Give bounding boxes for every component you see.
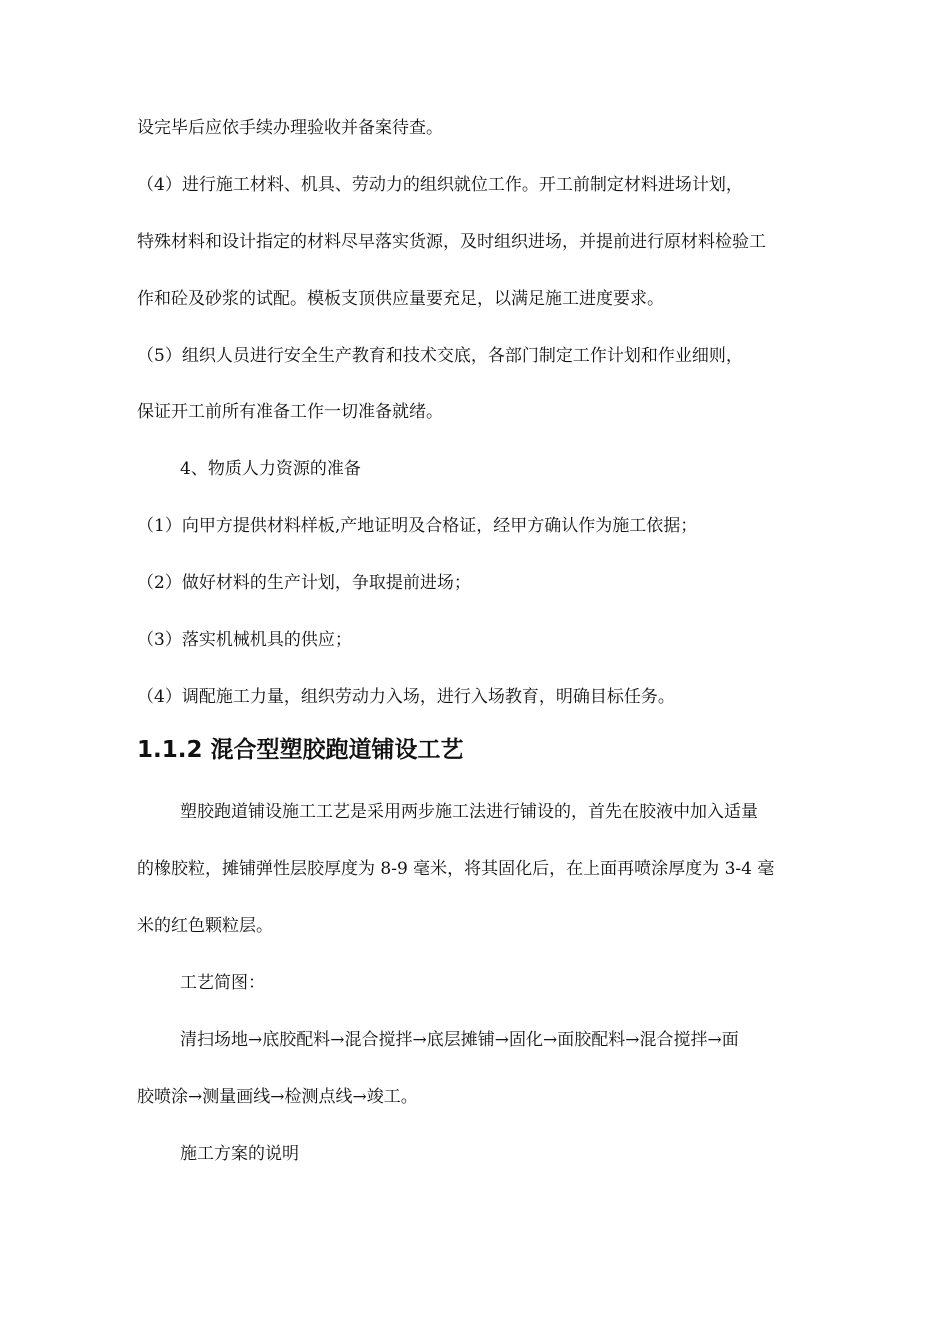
paragraph-line: 施工方案的说明 <box>180 1144 299 1164</box>
list-item: （4）调配施工力量，组织劳动力入场，进行入场教育，明确目标任务。 <box>137 687 675 707</box>
list-item: （2）做好材料的生产计划，争取提前进场； <box>137 573 471 593</box>
paragraph-line: 工艺简图： <box>180 973 265 993</box>
paragraph-line: 设完毕后应依手续办理验收并备案待查。 <box>137 118 443 138</box>
section-heading: 1.1.2 混合型塑胶跑道铺设工艺 <box>137 737 464 763</box>
paragraph-line: 特殊材料和设计指定的材料尽早落实货源，及时组织进场，并提前进行原材料检验工 <box>137 232 766 252</box>
paragraph-line: 保证开工前所有准备工作一切准备就绪。 <box>137 402 443 422</box>
paragraph-line: （4）进行施工材料、机具、劳动力的组织就位工作。开工前制定材料进场计划， <box>137 175 743 195</box>
paragraph-line: 米的红色颗粒层。 <box>137 916 273 936</box>
process-flow-line: 胶喷涂→测量画线→检测点线→竣工。 <box>137 1087 418 1107</box>
process-flow-line: 清扫场地→底胶配料→混合搅拌→底层摊铺→固化→面胶配料→混合搅拌→面 <box>180 1030 739 1050</box>
paragraph-line: 塑胶跑道铺设施工工艺是采用两步施工法进行铺设的，首先在胶液中加入适量 <box>180 802 758 822</box>
paragraph-line: 的橡胶粒，摊铺弹性层胶厚度为 8-9 毫米，将其固化后，在上面再喷涂厚度为 3-4 毫 <box>137 859 775 879</box>
paragraph-line: 作和砼及砂浆的试配。模板支顶供应量要充足，以满足施工进度要求。 <box>137 289 664 309</box>
paragraph-line: （5）组织人员进行安全生产教育和技术交底，各部门制定工作计划和作业细则， <box>137 346 743 366</box>
list-item: （1）向甲方提供材料样板,产地证明及合格证，经甲方确认作为施工依据； <box>137 516 698 536</box>
list-item: （3）落实机械机具的供应； <box>137 630 352 650</box>
subsection-title: 4、物质人力资源的准备 <box>180 459 361 479</box>
